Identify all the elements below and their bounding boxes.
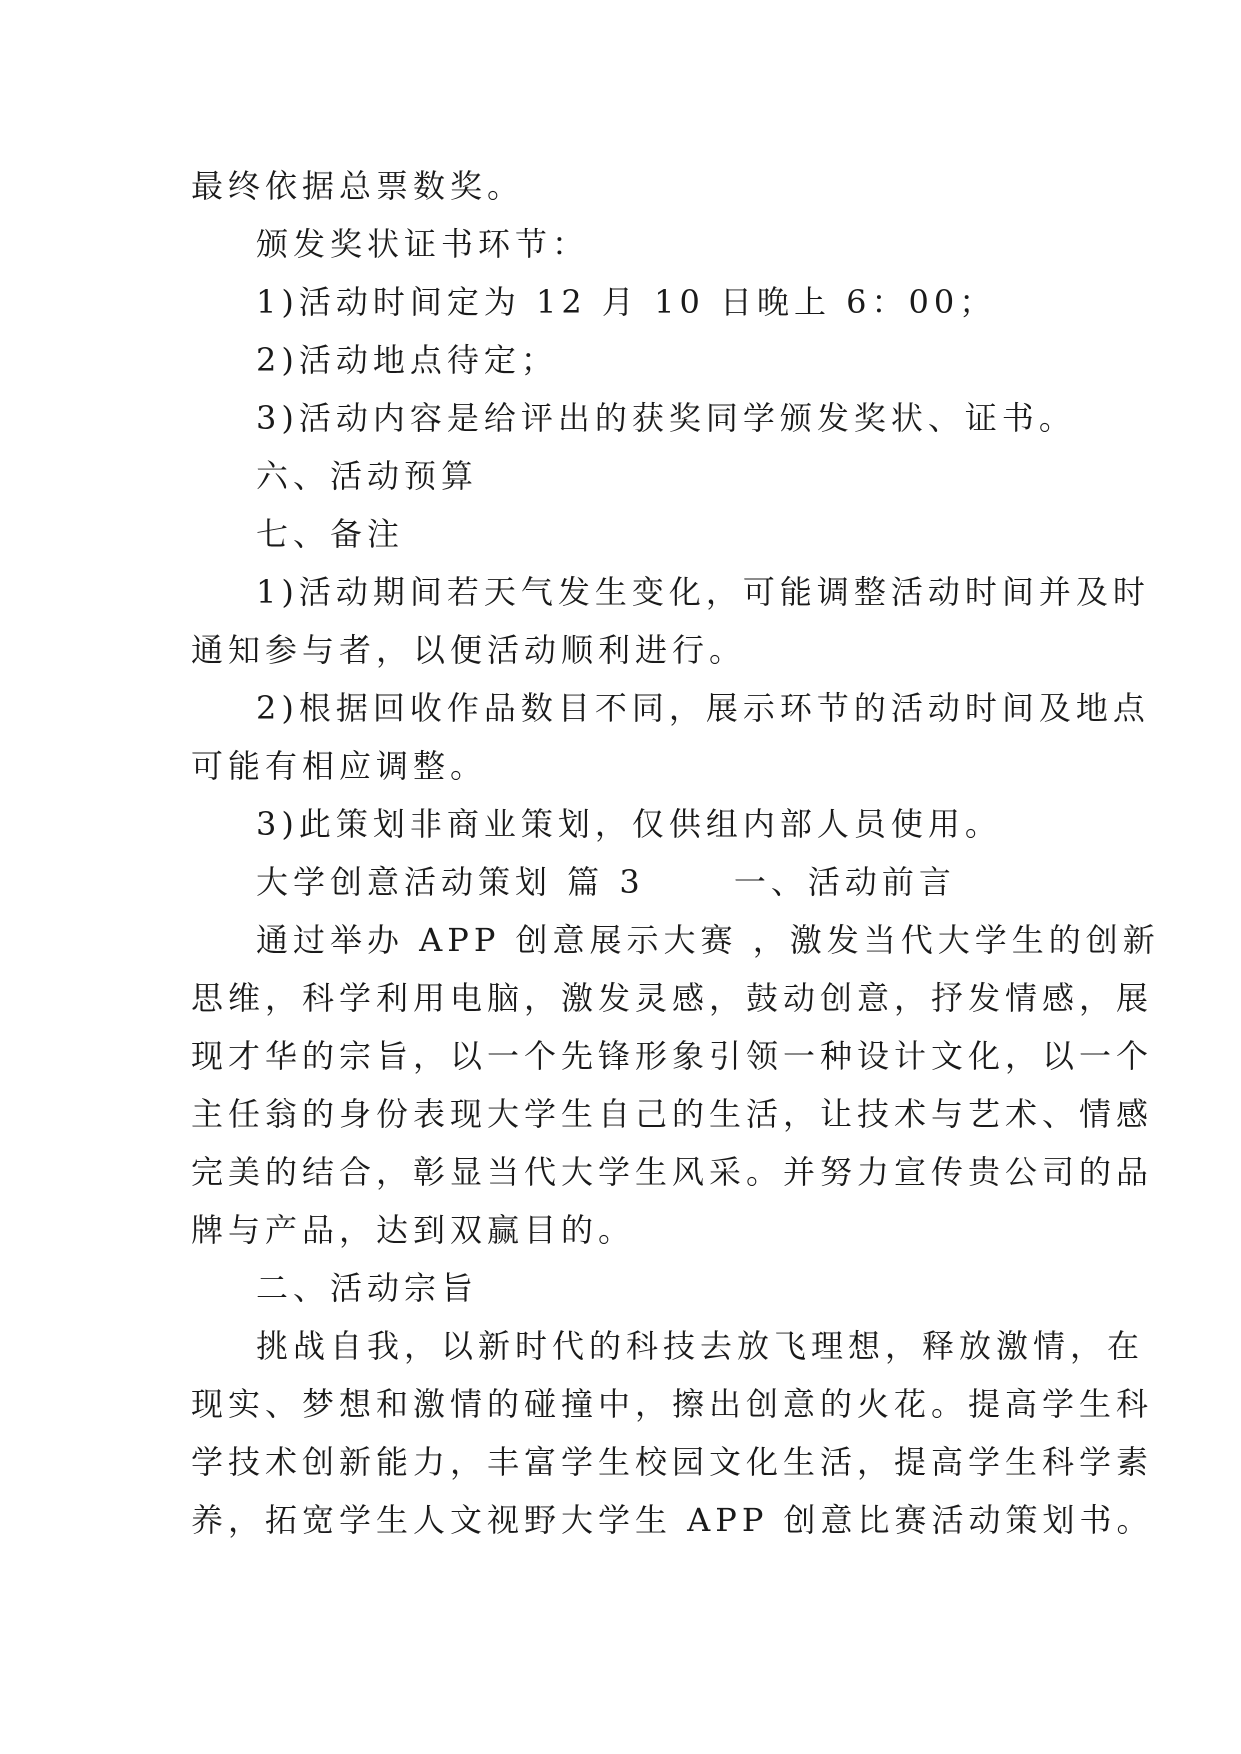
- list-item: 3)活动内容是给评出的获奖同学颁发奖状、证书。: [256, 399, 1076, 437]
- list-item: 2)根据回收作品数目不同，展示环节的活动时间及地点: [256, 689, 1150, 727]
- section-heading: 七、备注: [256, 515, 405, 553]
- paragraph-line: 牌与产品，达到双赢目的。: [191, 1211, 636, 1249]
- list-item: 2)活动地点待定；: [256, 341, 558, 379]
- paragraph-line: 颁发奖状证书环节：: [256, 225, 590, 263]
- paragraph-line: 完美的结合，彰显当代大学生风采。并努力宣传贵公司的品: [191, 1153, 1154, 1191]
- paragraph-line: 挑战自我，以新时代的科技去放飞理想，释放激情，在: [256, 1327, 1145, 1365]
- section-heading: 二、活动宗旨: [256, 1269, 479, 1307]
- section-heading: 大学创意活动策划 篇 3 一、活动前言: [256, 863, 956, 901]
- paragraph-line: 通知参与者，以便活动顺利进行。: [191, 631, 747, 669]
- paragraph-line: 主任翁的身份表现大学生自己的生活，让技术与艺术、情感: [191, 1095, 1154, 1133]
- section-heading: 六、活动预算: [256, 457, 479, 495]
- list-item: 1)活动时间定为 12 月 10 日晚上 6：00；: [256, 283, 997, 321]
- paragraph-line: 最终依据总票数奖。: [191, 167, 525, 205]
- paragraph-line: 养，拓宽学生人文视野大学生 APP 创意比赛活动策划书。: [191, 1501, 1154, 1539]
- list-item: 3)此策划非商业策划，仅供组内部人员使用。: [256, 805, 1002, 843]
- paragraph-line: 可能有相应调整。: [191, 747, 488, 785]
- paragraph-line: 通过举办 APP 创意展示大赛 ，激发当代大学生的创新: [256, 921, 1160, 959]
- paragraph-line: 现才华的宗旨，以一个先锋形象引领一种设计文化，以一个: [191, 1037, 1154, 1075]
- paragraph-line: 现实、梦想和激情的碰撞中，擦出创意的火花。提高学生科: [191, 1385, 1154, 1423]
- paragraph-line: 学技术创新能力，丰富学生校园文化生活，提高学生科学素: [191, 1443, 1154, 1481]
- list-item: 1)活动期间若天气发生变化，可能调整活动时间并及时: [256, 573, 1150, 611]
- paragraph-line: 思维，科学利用电脑，激发灵感，鼓动创意，抒发情感，展: [191, 979, 1154, 1017]
